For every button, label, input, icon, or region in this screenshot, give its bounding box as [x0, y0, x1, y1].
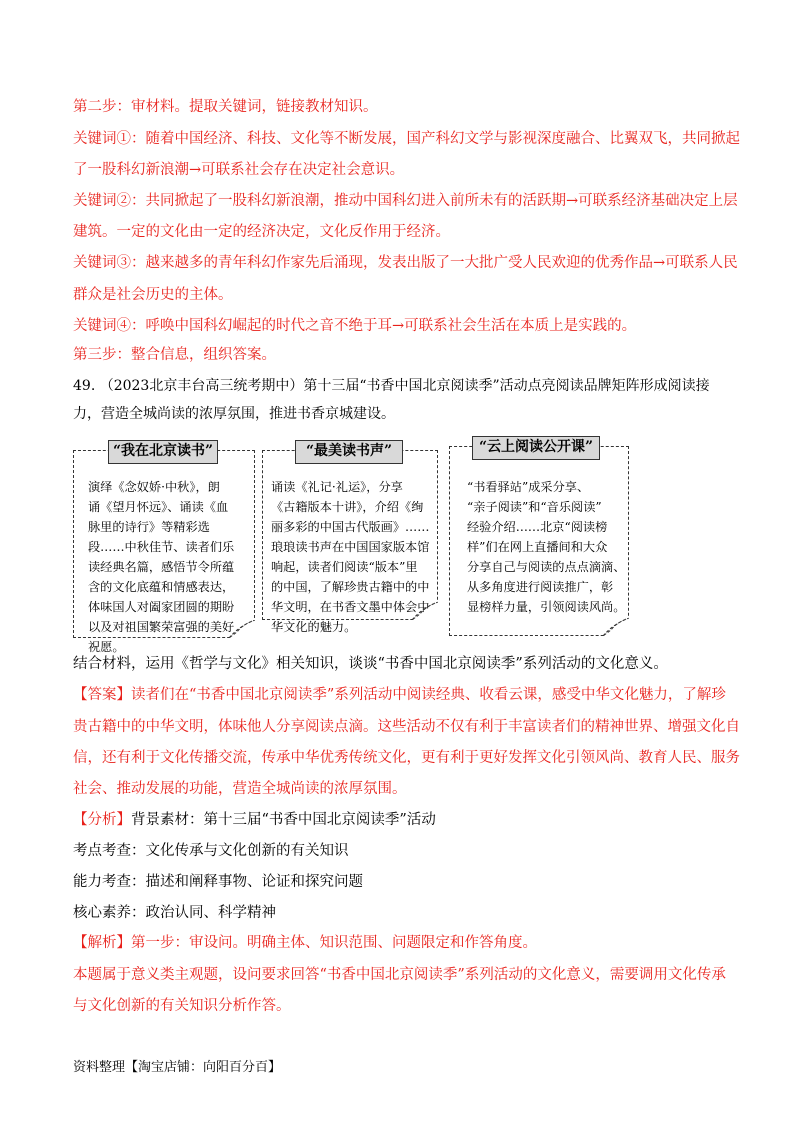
- answer-line3: 信，还有利于文化传播交流，传承中华优秀传统文化，更有利于更好发挥文化引领风尚、教育人民、服务: [73, 750, 740, 766]
- analysis-nengli: 能力考查：描述和阐释事物、论证和探究问题: [73, 874, 363, 890]
- card2-text: 华文化的魅力。: [271, 620, 357, 634]
- keyword2-line2: 建筑。一定的文化由一定的经济决定，文化反作用于经济。: [73, 224, 450, 240]
- question-line2: 力，营造全城尚读的浓厚氛围，推进书香京城建设。: [73, 406, 395, 422]
- card1-text: 含的文化底蕴和情感表达，: [88, 580, 235, 594]
- answer-line2: 贵古籍中的中华文明，体味他人分享阅读点滴。这些活动不仅有利于丰富读者们的精神世界、增强文化自: [73, 719, 740, 735]
- answer-label: 【答案】: [73, 687, 131, 703]
- jiexi-line2: 与文化创新的有关知识分析作答。: [73, 998, 291, 1014]
- keyword1-line1: 关键词①：随着中国经济、科技、文化等不断发展，国产科幻文学与影视深度融合、比翼双飞，共同掀起: [73, 131, 740, 147]
- card3-text: 显榜样力量，引领阅读风尚。: [467, 600, 626, 614]
- card3-text: 从多角度进行阅读推广，彰: [467, 580, 614, 594]
- card1-text: 诵《望月怀远》、诵读《血: [88, 500, 229, 514]
- question-line1: 49. （2023北京丰台高三统考期中）第十三届“书香中国北京阅读季”活动点亮阅读品牌矩阵形成阅读接: [73, 378, 710, 394]
- step3-line: 第三步：整合信息，组织答案。: [73, 347, 276, 363]
- card2-text: 响起，读者们阅读“版本”里: [271, 560, 418, 574]
- card-body-3: [467, 477, 625, 617]
- keyword3-line2: 群众是社会历史的主体。: [73, 287, 233, 303]
- card1-text: 读经典名篇，感悟节令所蕴: [88, 560, 235, 574]
- folded-corner-icon: [229, 620, 255, 638]
- keyword3-line1: 关键词③：越来越多的青年科幻作家先后涌现，发表出版了一大批广受人民欢迎的优秀作品→可联系人民: [73, 255, 738, 271]
- keyword1-line2: 了一股科幻新浪潮→可联系社会存在决定社会意识。: [73, 162, 405, 178]
- card-body-1: [88, 477, 234, 657]
- jiexi-step1-text: 第一步：审设问。明确主体、知识范围、问题限定和作答角度。: [131, 935, 537, 951]
- keyword2-line1: 关键词②：共同掀起了一股科幻新浪潮，推动中国科幻进入前所未有的活跃期→可联系经济基础决定上层: [73, 193, 738, 209]
- card1-text: 演绎《念奴娇·中秋》，朗: [88, 480, 220, 494]
- analysis-background-text: 背景素材：第十三届“书香中国北京阅读季”活动: [131, 812, 436, 828]
- card3-text: 经验介绍……北京“阅读榜: [467, 520, 608, 534]
- folded-corner-icon: [603, 618, 629, 636]
- analysis-suyang: 核心素养：政治认同、科学精神: [73, 905, 276, 921]
- card1-text: 脉里的诗行》等精彩选: [88, 520, 210, 534]
- jiexi-step1: [73, 933, 733, 953]
- card1-text: 体味国人对阖家团圆的期盼: [88, 600, 235, 614]
- question-prompt: 结合材料，运用《哲学与文化》相关知识，谈谈“书香中国北京阅读季”系列活动的文化意义。: [73, 656, 668, 672]
- keyword4-line: 关键词④：呼唤中国科幻崛起的时代之音不绝于耳→可联系社会生活在本质上是实践的。: [73, 318, 637, 334]
- card-cloud-reading-class: [449, 439, 629, 636]
- card3-text: “书看驿站”成采分享、: [467, 480, 590, 494]
- card1-text: 以及对祖国繁荣富强的美好: [88, 620, 235, 634]
- card1-text: 段……中秋佳节、读者们乐: [88, 540, 235, 554]
- card2-text: 琅琅读书声在中国国家版本馆: [271, 540, 430, 554]
- card-best-reading-voice: [262, 443, 438, 634]
- answer-text: 读者们在“书香中国北京阅读季”系列活动中阅读经典、收看云课，感受中华文化魅力，了解珍: [131, 687, 726, 703]
- card2-text: 华文明，在书香文墨中体会中: [271, 600, 430, 614]
- card3-text: “亲子阅读”和“音乐阅读”: [467, 500, 602, 514]
- card-title-2: “最美读书声”: [295, 440, 403, 464]
- card-beijing-reading: [73, 443, 255, 654]
- jiexi-line1: 本题属于意义类主观题，设问要求回答“书香中国北京阅读季”系列活动的文化意义，需要调用文化传承: [73, 967, 726, 983]
- folded-corner-icon: [412, 602, 438, 620]
- footer-source: 资料整理【淘宝店铺：向阳百分百】: [73, 1060, 282, 1075]
- card1-text: 祝愿。: [88, 640, 125, 654]
- jiexi-label: 【解析】: [73, 935, 131, 951]
- card-title-1: “我在北京读书”: [108, 440, 218, 464]
- analysis-label: 【分析】: [73, 812, 131, 828]
- analysis-kaodian: 考点考查：文化传承与文化创新的有关知识: [73, 843, 349, 859]
- card2-text: 的中国，了解珍贵古籍中的中: [271, 580, 430, 594]
- card2-text: 丽多彩的中国古代版画》……: [271, 520, 430, 534]
- card-title-3: “云上阅读公开课”: [472, 436, 600, 460]
- card-body-2: [271, 477, 429, 637]
- analysis-background: [73, 810, 733, 830]
- card2-text: 《古籍版本十讲》，介绍《绚: [271, 500, 424, 514]
- card3-text: 样”们在网上直播间和大众: [467, 540, 608, 554]
- answer-line1: [73, 685, 733, 705]
- card2-text: 诵读《礼记·礼运》，分享: [271, 480, 403, 494]
- card3-text: 分享自己与阅读的点点滴滴、: [467, 560, 626, 574]
- answer-line4: 社会、推动发展的功能，营造全城尚读的浓厚氛围。: [73, 781, 407, 797]
- step2-line: 第二步：审材料。提取关键词，链接教材知识。: [73, 99, 378, 115]
